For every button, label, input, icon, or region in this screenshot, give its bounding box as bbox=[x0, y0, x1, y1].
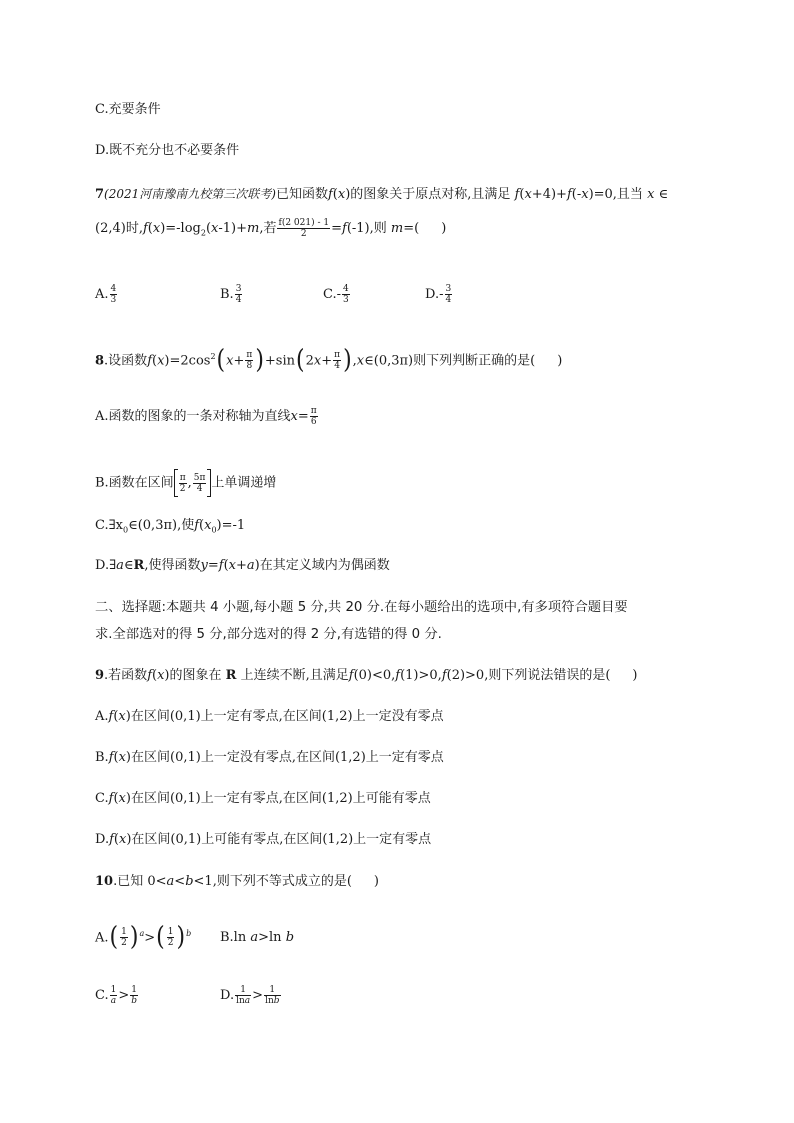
q7-source: (2021河南豫南九校第三次联考) bbox=[104, 187, 276, 201]
q7-option-c: C.- $\frac{4}{3}$ bbox=[323, 284, 349, 305]
q7-option-d: D.- $\frac{3}{4}$ bbox=[425, 284, 452, 305]
q7-option-b: B. $\frac{3}{4}$ bbox=[220, 284, 242, 305]
q8-option-c: $C.\exists x_0\in(0,3\pi)$,使$f(x_0)=-1$ bbox=[95, 518, 246, 535]
q9-option-c: C.f(x)在区间(0,1)上一定有零点,在区间(1,2)上可能有零点 bbox=[95, 791, 431, 806]
question-number: 10 bbox=[95, 874, 114, 889]
section-2-instructions-line1: 二、选择题:本题共 4 小题,每小题 5 分,共 20 分.在每小题给出的选项中,有多项符合题目要 bbox=[95, 600, 628, 615]
q7-stem-line1: 7(2021河南豫南九校第三次联考)已知函数f(x)的图象关于原点对称,且满足 f(x+4)+f(-x)=0,且当 x ∈ bbox=[95, 187, 669, 202]
q7-option-a: A. $\frac{4}{3}$ bbox=[95, 284, 117, 305]
q10-option-d: D. $\frac{1}{\ln a}$ > $\frac{1}{\ln b}$ bbox=[220, 985, 280, 1006]
q8-option-b: B.函数在区间 $\frac{\pi}{2}$ , $\frac{5\pi}{4}$ 上单调递增 bbox=[95, 469, 276, 497]
q10-option-b: B.ln a>ln b bbox=[220, 930, 295, 945]
q10-option-c: C. $\frac{1}{a}$ > $\frac{1}{b}$ bbox=[95, 985, 138, 1006]
q8-option-a: A.函数的图象的一条对称轴为直线x= $\frac{\pi}{6}$ bbox=[95, 406, 317, 427]
q6-option-d: D.既不充分也不必要条件 bbox=[95, 143, 240, 158]
q9-stem: 9.若函数f(x)的图象在 R 上连续不断,且满足f(0)<0,f(1)>0,f(2)>0,则下列说法错误的是( ) bbox=[95, 668, 638, 683]
question-number: 9 bbox=[95, 668, 105, 683]
section-2-instructions-line2: 求.全部选对的得 5 分,部分选对的得 2 分,有选错的得 0 分. bbox=[95, 627, 442, 642]
q9-option-a: A.f(x)在区间(0,1)上一定有零点,在区间(1,2)上一定没有零点 bbox=[95, 709, 444, 724]
q8-option-d: D.∃a∈R,使得函数y=f(x+a)在其定义域内为偶函数 bbox=[95, 558, 390, 573]
q7-stem-line2: (2,4)时$,f(x)=-\log_2(x-1)+m$,若 $\frac{f(2 021) - 1}{2}$ =f(-1),则 m=( ) bbox=[95, 218, 447, 239]
q10-stem: 10.已知 0<a<b<1,则下列不等式成立的是( ) bbox=[95, 874, 379, 889]
q10-option-a: A.( $\frac{1}{2}$ )$^a$>( $\frac{1}{2}$ )$^b$ bbox=[95, 922, 192, 953]
question-number: 7 bbox=[95, 187, 105, 202]
q9-option-b: B.f(x)在区间(0,1)上一定没有零点,在区间(1,2)上一定有零点 bbox=[95, 750, 444, 765]
q6-option-c: C.充要条件 bbox=[95, 102, 161, 117]
q9-option-d: D.f(x)在区间(0,1)上可能有零点,在区间(1,2)上一定有零点 bbox=[95, 832, 432, 847]
q7-fraction: $\frac{f(2 021) - 1}{2}$ bbox=[278, 218, 330, 239]
question-number: 8 bbox=[95, 353, 105, 369]
q8-stem: 8.设函数$f(x)=2\cos^2(x+$ $\frac{\pi}{8}$ )+sin(2x+ $\frac{\pi}{4}$ ),x∈(0,3π)则下列判断正确的是( ) bbox=[95, 345, 563, 376]
